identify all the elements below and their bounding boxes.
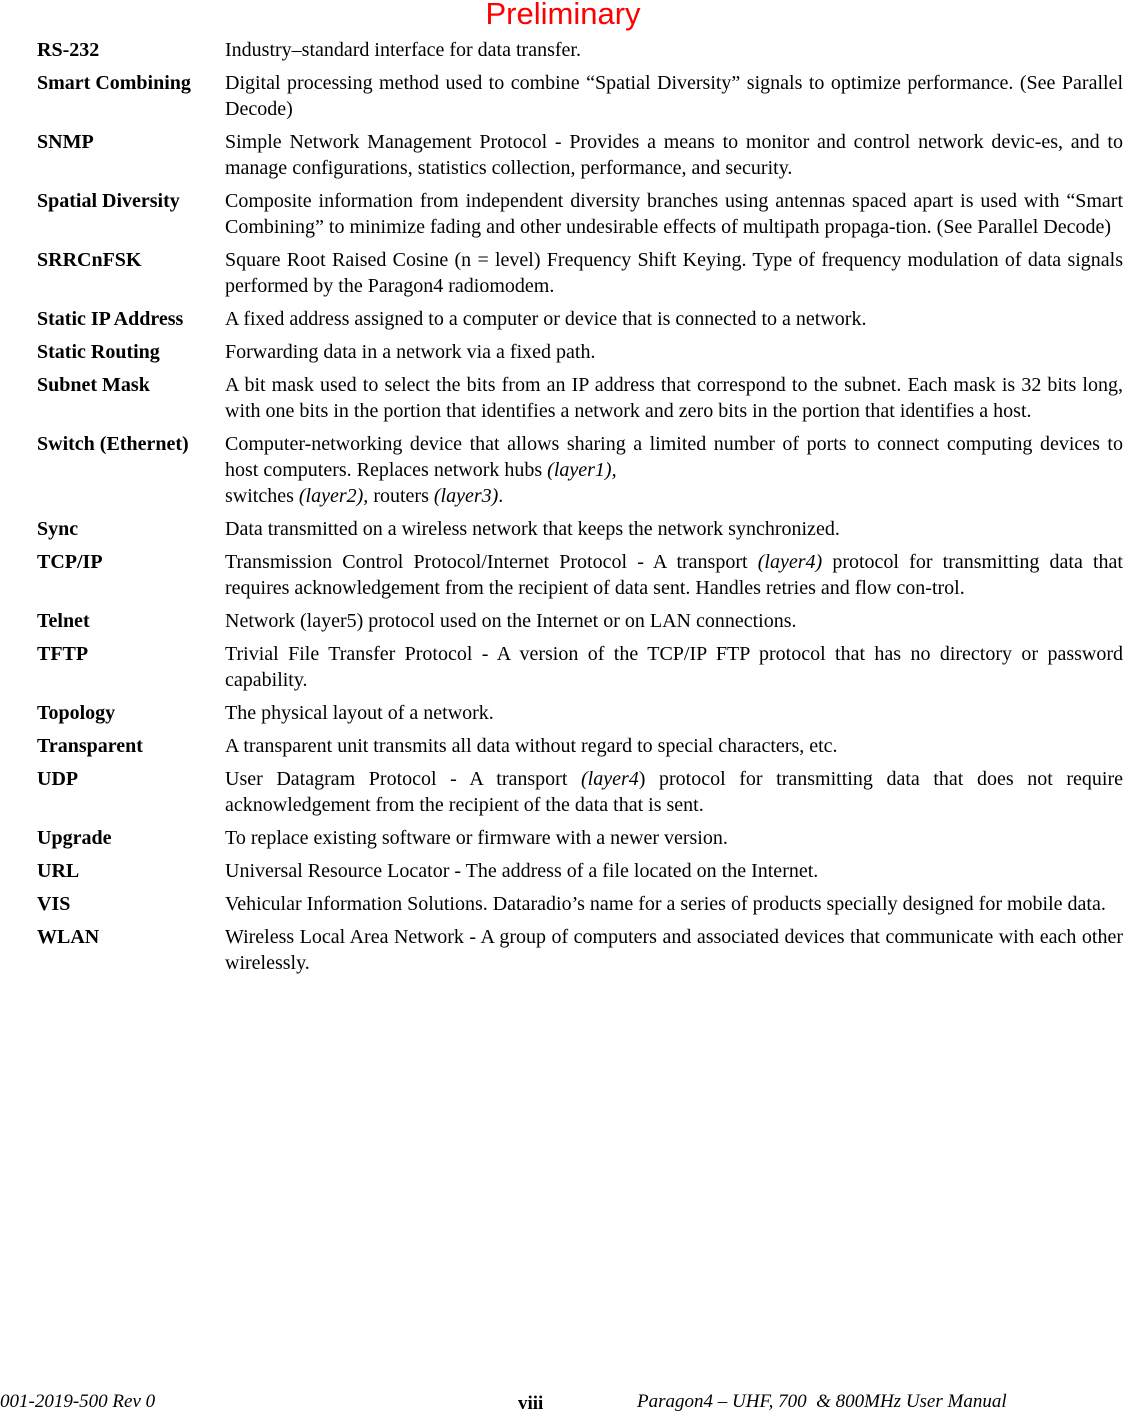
glossary-entry: [37, 516, 1123, 542]
glossary-term: TFTP: [37, 643, 89, 665]
glossary-term: URL: [37, 860, 80, 882]
glossary-definition: Universal Resource Locator - The address of a file located on the Internet.: [225, 860, 819, 882]
glossary-entry: [37, 700, 1123, 726]
document-number: 001-2019-500 Rev 0: [0, 1391, 156, 1412]
glossary-term: UDP: [37, 768, 79, 790]
glossary-term: Upgrade: [37, 827, 112, 849]
glossary-definition: Simple Network Management Protocol - Provides a means to monitor and control network devic-es, and to manage configurations, statistics collection, performance, and security.: [225, 131, 1123, 179]
glossary-definition: A fixed address assigned to a computer or device that is connected to a network.: [225, 308, 867, 330]
glossary-entry: [37, 608, 1123, 634]
glossary-entry: [37, 766, 1123, 818]
preliminary-watermark: Preliminary: [485, 0, 641, 31]
glossary-definition: Network (layer5) protocol used on the Internet or on LAN connections.: [225, 610, 797, 632]
glossary-entry: [37, 372, 1123, 424]
glossary-definition: Forwarding data in a network via a fixed path.: [225, 341, 596, 363]
glossary-list: [37, 37, 1123, 983]
glossary-term: VIS: [37, 893, 71, 915]
glossary-entry: [37, 924, 1123, 976]
glossary-entry: [37, 825, 1123, 851]
glossary-entry: [37, 188, 1123, 240]
glossary-term: Static IP Address: [37, 308, 184, 330]
glossary-definition: Transmission Control Protocol/Internet Protocol - A transport (layer4) protocol for transmitting data that requires acknowledgement from the recipient of data sent. Handles retries and flow con-trol.: [225, 551, 1123, 599]
glossary-term: SNMP: [37, 131, 94, 153]
page-number: viii: [518, 1393, 544, 1414]
glossary-term: RS-232: [37, 39, 100, 61]
glossary-entry: [37, 858, 1123, 884]
glossary-definition: To replace existing software or firmware with a newer version.: [225, 827, 728, 849]
glossary-term: Sync: [37, 518, 79, 540]
glossary-entry: [37, 70, 1123, 122]
glossary-term: SRRCnFSK: [37, 249, 142, 271]
glossary-term: Smart Combining: [37, 72, 191, 94]
glossary-definition: The physical layout of a network.: [225, 702, 494, 724]
glossary-term: Switch (Ethernet): [37, 433, 189, 455]
glossary-definition: Digital processing method used to combine “Spatial Diversity” signals to optimize performance. (See Parallel Decode): [225, 72, 1123, 120]
glossary-definition: A transparent unit transmits all data without regard to special characters, etc.: [225, 735, 838, 757]
glossary-term: WLAN: [37, 926, 100, 948]
glossary-term: Topology: [37, 702, 116, 724]
glossary-term: TCP/IP: [37, 551, 103, 573]
glossary-entry: [37, 37, 1123, 63]
glossary-term: Subnet Mask: [37, 374, 150, 396]
glossary-definition: User Datagram Protocol - A transport (layer4) protocol for transmitting data that does not require acknowledgement from the recipient of the data that is sent.: [225, 768, 1123, 816]
glossary-definition: Computer-networking device that allows sharing a limited number of ports to connect computing devices to host computers. Replaces network hubs (layer1), switches (layer2), routers (layer3).: [225, 433, 1123, 507]
glossary-entry: [37, 431, 1123, 509]
glossary-definition: Trivial File Transfer Protocol - A version of the TCP/IP FTP protocol that has no directory or password capability.: [225, 643, 1123, 691]
glossary-definition: Data transmitted on a wireless network that keeps the network synchronized.: [225, 518, 840, 540]
glossary-entry: [37, 129, 1123, 181]
glossary-definition: Square Root Raised Cosine (n = level) Frequency Shift Keying. Type of frequency modulation of data signals performed by the Paragon4 radiomodem.: [225, 249, 1123, 297]
glossary-entry: [37, 549, 1123, 601]
glossary-definition: Wireless Local Area Network - A group of computers and associated devices that communicate with each other wirelessly.: [225, 926, 1123, 974]
glossary-entry: [37, 306, 1123, 332]
glossary-entry: [37, 247, 1123, 299]
glossary-definition: Vehicular Information Solutions. Dataradio’s name for a series of products specially designed for mobile data.: [225, 893, 1106, 915]
glossary-term: Telnet: [37, 610, 90, 632]
glossary-term: Spatial Diversity: [37, 190, 180, 212]
glossary-entry: [37, 733, 1123, 759]
glossary-definition: Composite information from independent diversity branches using antennas spaced apart is used with “Smart Combining” to minimize fading and other undesirable effects of multipath propaga-tion. (See Parallel Decode): [225, 190, 1123, 238]
glossary-entry: [37, 641, 1123, 693]
glossary-definition: A bit mask used to select the bits from an IP address that correspond to the subnet. Each mask is 32 bits long, with one bits in the portion that identifies a network and zero bits in the portion that identifies a host.: [225, 374, 1123, 422]
manual-title: Paragon4 – UHF, 700 & 800MHz User Manual: [637, 1391, 1007, 1412]
glossary-term: Static Routing: [37, 341, 160, 363]
glossary-entry: [37, 891, 1123, 917]
glossary-definition: Industry–standard interface for data transfer.: [225, 39, 581, 61]
glossary-term: Transparent: [37, 735, 143, 757]
glossary-entry: [37, 339, 1123, 365]
page-footer: [0, 1390, 1126, 1416]
